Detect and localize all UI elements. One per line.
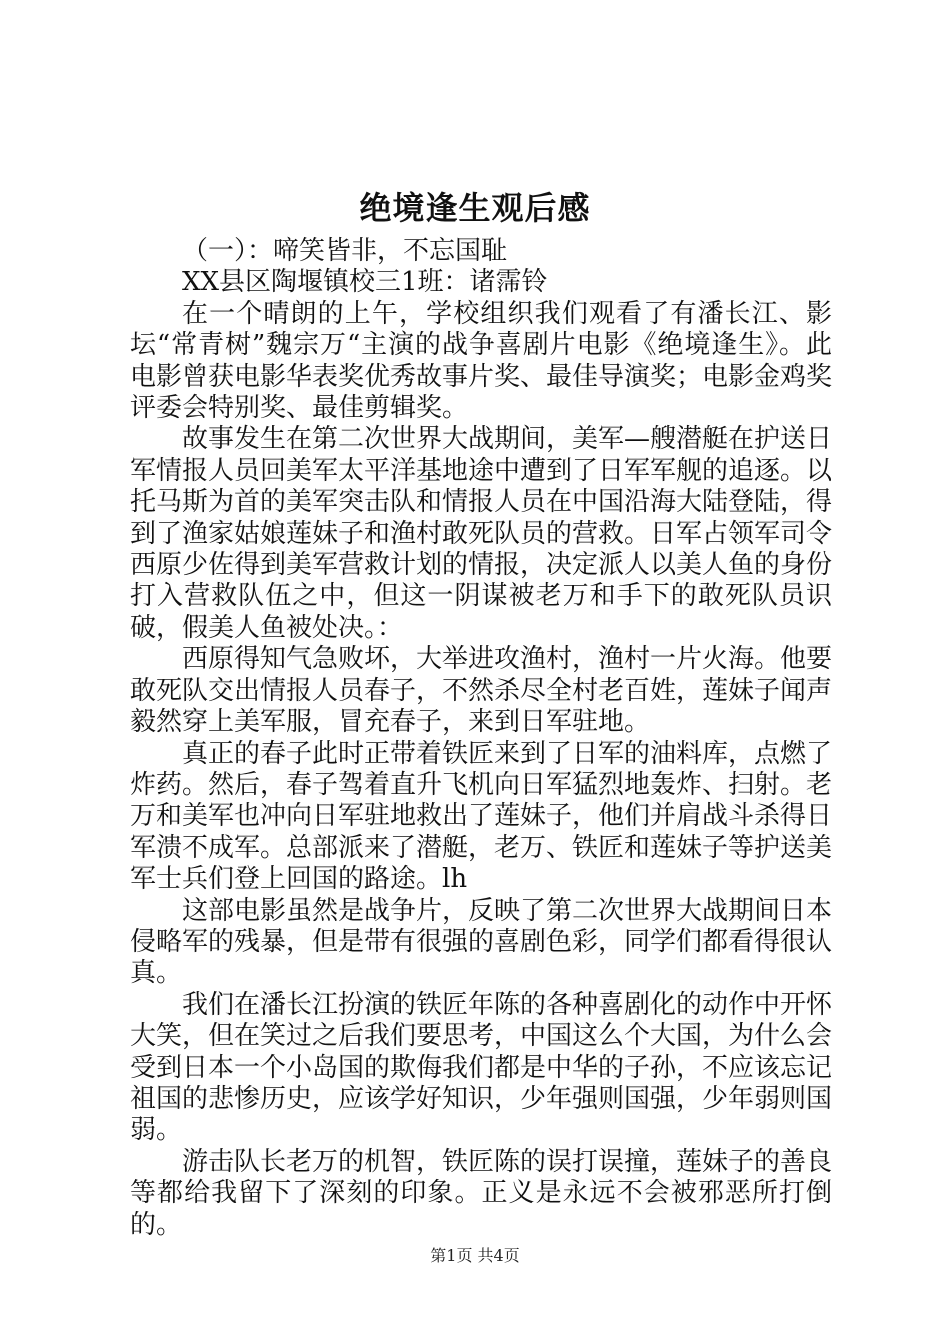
page-footer: 第1页 共4页: [430, 1246, 520, 1265]
paragraph-3: 西原得知气急败坏，大举进攻渔村，渔村一片火海。他要敢死队交出情报人员春子，不然杀尽全村老百姓，莲妹子闻声毅然穿上美军服，冒充春子，来到日军驻地。: [130, 644, 833, 738]
paragraph-6: 我们在潘长江扮演的铁匠年陈的各种喜剧化的动作中开怀大笑，但在笑过之后我们要思考，中国这么个大国，为什么会受到日本一个小岛国的欺侮我们都是中华的子孙，不应该忘记祖国的悲惨历史，应该学好知识，少年强则国强，少年弱则国弱。: [130, 989, 833, 1146]
paragraph-5: 这部电影虽然是战争片，反映了第二次世界大战期间日本侵略军的残暴，但是带有很强的喜剧色彩，同学们都看得很认真。: [130, 895, 833, 989]
paragraph-7: 游击队长老万的机智，铁匠陈的误打误撞，莲妹子的善良等都给我留下了深刻的印象。正义是永远不会被邪恶所打倒的。: [130, 1146, 833, 1240]
subtitle: （一）：啼笑皆非，不忘国耻: [182, 236, 508, 266]
paragraph-4: 真正的春子此时正带着铁匠来到了日军的油料库，点燃了炸药。然后，春子驾着直升飞机向日军猛烈地轰炸、扫射。老万和美军也冲向日军驻地救出了莲妹子，他们并肩战斗杀得日军溃不成军。总部派来了潜艇，老万、铁匠和莲妹子等护送美军士兵们登上回国的路途。lh: [130, 738, 833, 895]
author-line: XX县区陶堰镇校三1班：诸霈铃: [182, 267, 548, 298]
document-body: [130, 236, 832, 1241]
page-title: 绝境逢生观后感: [359, 189, 591, 227]
paragraph-1: 在一个晴朗的上午，学校组织我们观看了有潘长江、影坛“常青树”魏宗万“主演的战争喜剧片电影《绝境逢生》。此电影曾获电影华表奖优秀故事片奖、最佳导演奖；电影金鸡奖评委会特别奖、最佳剪辑奖。: [130, 298, 833, 424]
paragraph-2: 故事发生在第二次世界大战期间，美军—艘潜艇在护送日军情报人员回美军太平洋基地途中遭到了日军军舰的追逐。以托马斯为首的美军突击队和情报人员在中国沿海大陆登陆，得到了渔家姑娘莲妹子和渔村敢死队员的营救。日军占领军司令西原少佐得到美军营救计划的情报，决定派人以美人鱼的身份打入营救队伍之中，但这一阴谋被老万和手下的敢死队员识破，假美人鱼被处决。：: [130, 424, 833, 643]
